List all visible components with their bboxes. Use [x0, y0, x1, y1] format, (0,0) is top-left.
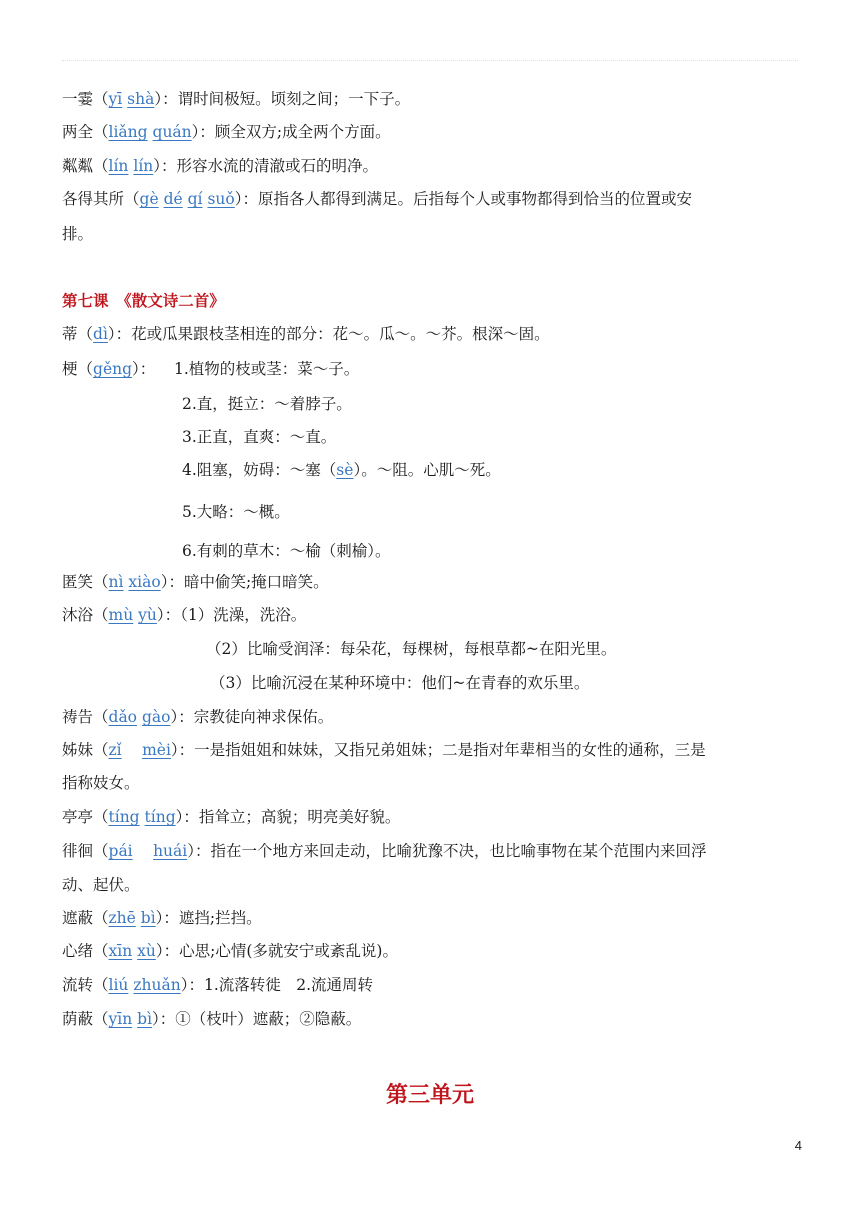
pinyin: xīn	[108, 942, 133, 960]
pinyin: zhē	[108, 909, 136, 927]
header-rule	[62, 60, 798, 62]
pinyin: gěng	[93, 360, 133, 378]
pinyin: tíng	[144, 808, 176, 826]
entry-zhebi: 遮蔽（zhē bì）：遮挡;拦挡。	[62, 909, 262, 927]
pinyin: sè	[336, 461, 354, 479]
pinyin: dǎo	[108, 708, 138, 726]
muyu-sense-2: （2）比喻受润泽：每朵花，每棵树，每根草都~在阳光里。	[206, 640, 617, 658]
geng-sense-4: 4.阻塞，妨碍：～塞（sè）。～阻。心肌～死。	[182, 461, 501, 479]
pinyin: tíng	[108, 808, 140, 826]
pinyin: yī	[108, 90, 123, 108]
pinyin: zǐ	[108, 741, 122, 759]
entry-liangquan: 两全（liǎng quán）：顾全双方;成全两个方面。	[62, 123, 391, 141]
entry-gedeqisuo-cont: 排。	[62, 225, 94, 243]
pinyin: qí	[187, 190, 203, 208]
muyu-sense-3: （3）比喻沉浸在某种环境中：他们~在青春的欢乐里。	[210, 674, 590, 692]
entry-paihuai: 徘徊（pái huái）：指在一个地方来回走动，比喻犹豫不决，也比喻事物在某个范围内来回浮	[62, 842, 707, 860]
pinyin: mù	[108, 606, 134, 624]
entry-xinxu: 心绪（xīn xù）：心思;心情(多就安宁或紊乱说)。	[62, 942, 398, 960]
pinyin: shà	[127, 90, 155, 108]
entry-muyu: 沐浴（mù yù）：（1）洗澡，洗浴。	[62, 606, 307, 624]
pinyin: quán	[152, 123, 192, 141]
entry-liuzhuan: 流转（liú zhuǎn）：1.流落转徙 2.流通周转	[62, 976, 374, 994]
geng-sense-6: 6.有刺的草木：～榆（刺榆）。	[182, 542, 391, 560]
pinyin: suǒ	[207, 190, 235, 208]
geng-sense-3: 3.正直，直爽：～直。	[182, 428, 337, 446]
pinyin: xiào	[128, 573, 161, 591]
entry-paihuai-cont: 动、起伏。	[62, 876, 140, 894]
page-number: 4	[794, 1138, 802, 1153]
pinyin: mèi	[142, 741, 171, 759]
pinyin: dì	[93, 325, 108, 343]
pinyin: yù	[138, 606, 157, 624]
entry-zimei: 姊妹（zǐ mèi）：一是指姐姐和妹妹，又指兄弟姐妹；二是指对年辈相当的女性的通称，三是	[62, 741, 706, 759]
entry-gedeqisuo: 各得其所（gè dé qí suǒ）：原指各人都得到满足。后指每个人或事物都得到恰当的位置或安	[62, 190, 692, 208]
entry-linlin: 粼粼（lín lín）：形容水流的清澈或石的明净。	[62, 157, 379, 175]
entry-di: 蒂（dì）：花或瓜果跟枝茎相连的部分：花～。瓜～。～芥。根深～固。	[62, 325, 550, 343]
entry-tingting: 亭亭（tíng tíng）：指耸立；高貌；明亮美好貌。	[62, 808, 401, 826]
pinyin: liú	[108, 976, 129, 994]
pinyin: liǎng	[108, 123, 148, 141]
geng-sense-5: 5.大略：～概。	[182, 503, 290, 521]
pinyin: nì	[108, 573, 124, 591]
entry-yisha: 一霎（yī shà）：谓时间极短。顷刻之间；一下子。	[62, 90, 411, 108]
pinyin: dé	[163, 190, 183, 208]
entry-geng: 梗（gěng）： 1.植物的枝或茎：菜～子。	[62, 360, 360, 378]
pinyin: lín	[108, 157, 129, 175]
pinyin: bì	[137, 1010, 153, 1028]
pinyin: pái	[108, 842, 133, 860]
entry-nixiao: 匿笑（nì xiào）：暗中偷笑;掩口暗笑。	[62, 573, 329, 591]
pinyin: bì	[140, 909, 156, 927]
entry-daogao: 祷告（dǎo gào）：宗教徒向神求保佑。	[62, 708, 334, 726]
lesson-heading: 第七课 《散文诗二首》	[62, 291, 225, 310]
unit-title: 第三单元	[385, 1083, 474, 1108]
pinyin: huái	[153, 842, 188, 860]
entry-yinbi: 荫蔽（yīn bì）：①（枝叶）遮蔽；②隐蔽。	[62, 1010, 362, 1028]
pinyin: gào	[141, 708, 171, 726]
pinyin: lín	[133, 157, 154, 175]
pinyin: yīn	[108, 1010, 133, 1028]
pinyin: xù	[137, 942, 156, 960]
geng-sense-2: 2.直，挺立：～着脖子。	[182, 395, 352, 413]
pinyin: zhuǎn	[133, 976, 181, 994]
pinyin: gè	[139, 190, 159, 208]
entry-zimei-cont: 指称妓女。	[62, 774, 140, 792]
